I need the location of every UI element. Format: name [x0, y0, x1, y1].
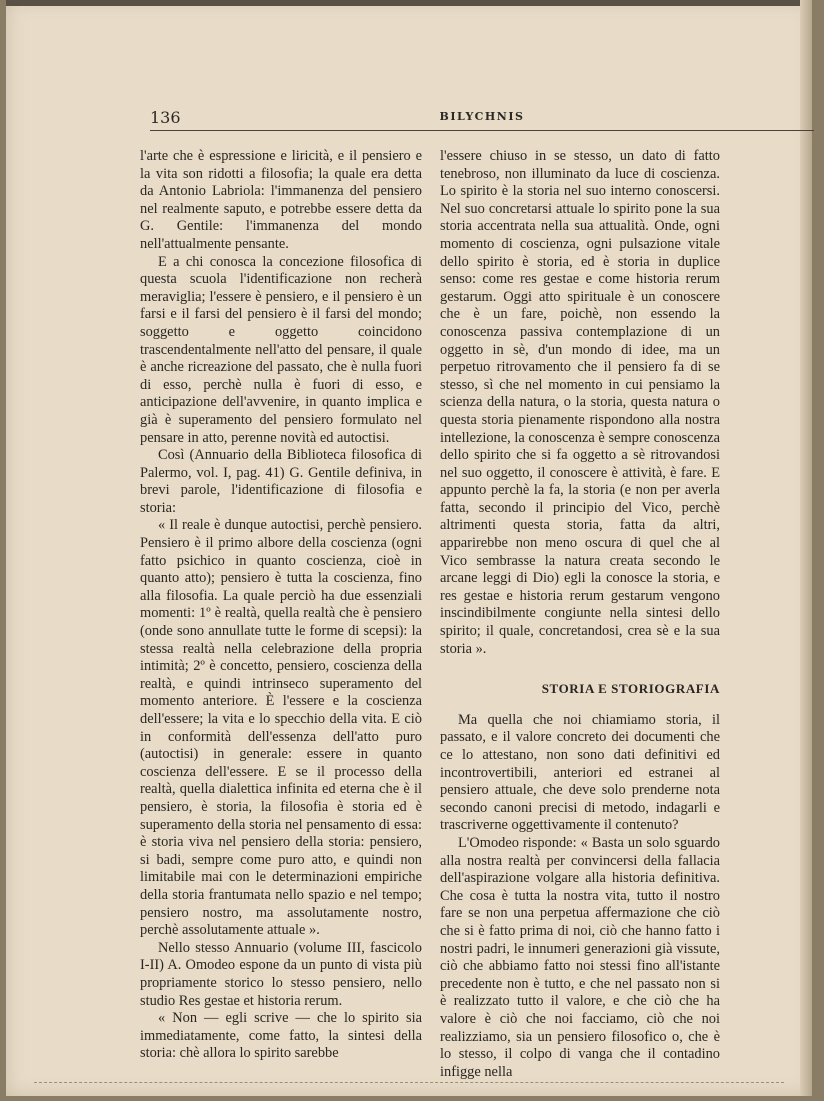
section-heading: STORIA E STORIOGRAFIA	[541, 681, 720, 697]
right-column	[440, 148, 720, 1081]
paragraph: « Non — egli scrive — che lo spirito sia immediatamente, come fatto, la sintesi della storia: chè allora lo spirito sarebbe	[140, 1010, 422, 1062]
right-column-top	[440, 148, 720, 658]
paragraph: L'Omodeo risponde: « Basta un solo sguardo alla nostra realtà per convincersi della fallacia dell'aspirazione volgare alla historia definitiva. Che cosa è tutta la nostra vita, tutto il nostro fare se non una perpetua affermazione che ciò che si è fatto prima di noi, ciò che hanno fatto i nostri padri, le innumeri generazioni già vissute, ciò che abbiamo fatto noi stessi fino all'istante precedente non è tutto, e che nel passato non si è realizzato tutto il valore, e che ciò che ha valore è ciò che noi facciamo, ciò che noi realizziamo, sia un pensiero filosofico o, che è lo stesso, il colpo di vanga che il contadino infigge nella	[440, 834, 720, 1080]
left-column	[140, 148, 422, 1063]
paragraph: Nello stesso Annuario (volume III, fascicolo I-II) A. Omodeo espone da un punto di vista più propriamente storico lo stesso pensiero, nello studio Res gestae et historia rerum.	[140, 939, 422, 1009]
paragraph: Ma quella che noi chiamiamo storia, il passato, e il valore concreto dei documenti che ce lo attestano, non sono dati definitivi ed incontrovertibili, anteriori ed estranei al pensiero attuale, che deve solo prenderne nota secondo canoni precisi di metodo, indagarli e trascriverne oggettivamente il contenuto?	[440, 711, 720, 834]
page-right-edge	[800, 0, 812, 1096]
page-top-edge	[6, 0, 812, 6]
header-rule	[150, 130, 814, 131]
running-title: BILYCHNIS	[439, 110, 525, 123]
page-number: 136	[150, 108, 181, 127]
right-column-bottom	[440, 712, 720, 1081]
paragraph: l'arte che è espressione e liricità, e il pensiero e la vita son ridotti a filosofia; la quale era detta da Antonio Labriola: l'immanenza del pensiero nel realmente saputo, e potrebbe essere detta da G. Gentile: l'immanenza del mondo nell'attualmente pensante.	[140, 148, 422, 252]
paragraph: Così (Annuario della Biblioteca filosofica di Palermo, vol. I, pag. 41) G. Gentile definiva, in brevi parole, l'identificazione di filosofia e storia:	[140, 447, 422, 516]
paragraph: E a chi conosca la concezione filosofica di questa scuola l'identificazione non recherà meraviglia; l'essere è pensiero, e il pensiero è un farsi e il farsi del pensiero è il farsi del mondo; soggetto e oggetto coincidono trascendentalmente nell'atto del pensare, il quale è anche ricreazione del passato, che è nulla fuori di esso, perchè nulla è fuori di esso, e anticipazione dell'avvenire, in quanto implica e già è superamento del pensiero formulato nel pensare in atto, perenne novità ed autoctisi.	[140, 253, 422, 446]
bottom-edge-line	[34, 1082, 784, 1083]
paragraph: « Il reale è dunque autoctisi, perchè pensiero. Pensiero è il primo albore della coscienza (ogni fatto psichico in quanto coscienza, cioè in quanto atto); pensiero è tutta la coscienza, fino alla filosofia. La quale perciò ha due essenziali momenti: 1º è realtà, quella realtà che è pensiero (onde sono annullate tutte le forme di scepsi): la stessa realtà nella celebrazione della propria intimità; 2º è concetto, pensiero, coscienza della realtà, e quindi intrinseco superamento del momento anteriore. È l'essere e la coscienza dell'essere; la vita e lo specchio della vita. E ciò in conformità dell'essenza dell'atto puro (autoctisi) in generale: essere in quanto coscienza dell'essere. E se il processo della realtà, quella dialettica infinita ed eterna che è il pensiero, è storia, la filosofia è storia ed è superamento della storia nel pensamento di essa: è storia viva nel pensiero della storia: pensiero, si badi, sempre come puro atto, e quindi non limitabile mai con le determinazioni empiriche della storia frantumata nello spazio e nel tempo; pensiero nostro, ma assolutamente nostro, perchè assolutamente attuale ».	[140, 517, 422, 939]
paragraph: l'essere chiuso in se stesso, un dato di fatto tenebroso, non illuminato da luce di coscienza. Lo spirito è la storia nel suo interno conoscersi. Nel suo concretarsi attuale lo spirito pone la sua storia accentrata nella sua attualità. Onde, ogni momento di coscienza, ogni pulsazione vitale dello spirito è storia, ed è storia in duplice senso: come res gestae e come historia rerum gestarum. Oggi atto spirituale è un conoscere che è un fare, poichè, non essendo la conoscenza passiva contemplazione di un oggetto in sè, d'un mondo di idee, ma un perpetuo ritrovamento che il pensiero fa di se stesso, sì che nel momento in cui pensiamo la scienza della natura, o la storia, questa natura o questa storia pienamente rispondono alla nostra intellezione, la conoscenza è sempre conoscenza dello spirito che si fa oggetto a sè ritrovandosi nel suo oggetto, il conoscere è attività, è fare. E appunto perchè la fa, la storia (e non per averla fatta, secondo il principio del Vico, perchè altrimenti questa storia, fatta da altri, apparirebbe non meno oscura di quel che al Vico sembrasse la natura creata secondo le arcane leggi di Dio) egli la conosce la storia, e res gestae e historia rerum gestarum vengono inscindibilmente congiunte nella sintesi dello spirito; il quale, concretandosi, crea sè e la sua storia ».	[440, 148, 720, 657]
running-header	[150, 108, 814, 130]
